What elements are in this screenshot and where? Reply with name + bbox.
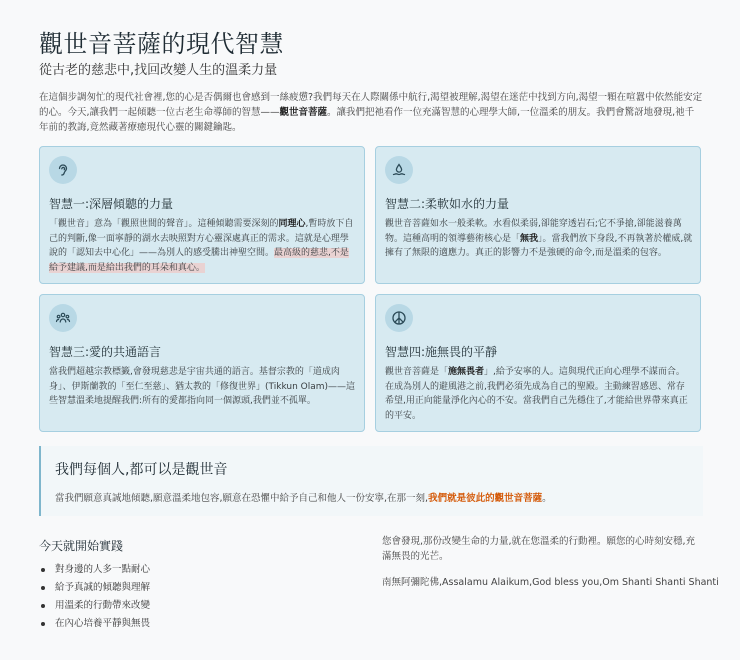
blessing-text: 南無阿彌陀佛,Assalamu Alaikum,God bless you,Om Shanti Shanti Shanti — [382, 577, 719, 588]
page-title: 觀世音菩薩的現代智慧 — [39, 30, 284, 58]
list-item: 給予真誠的傾聽與理解 — [39, 579, 150, 597]
wisdom-card-listening — [39, 146, 365, 284]
practice-title: 今天就開始實踐 — [39, 539, 124, 553]
peace-icon — [385, 304, 413, 332]
quote-title: 我們每個人,都可以是觀世音 — [55, 462, 228, 478]
card-body: 當我們超越宗教標籤,會發現慈悲是宇宙共通的語言。基督宗教的「道成肉身」、伊斯蘭教的「至仁至慈」、猶太教的「修復世界」(Tikkun Olam)——這些智慧溫柔地提醒我們:所有的愛都指向同一個源頭,我們並不孤單。 — [49, 367, 356, 406]
water-drop-icon — [385, 156, 413, 184]
wisdom-card-peace — [375, 294, 701, 432]
card-title: 智慧四:施無畏的平靜 — [385, 345, 498, 359]
ear-icon — [49, 156, 77, 184]
highlighted-text: 最高級的慈悲,不是給予建議,而是給出我們的耳朵和真心。 — [49, 248, 349, 273]
list-item: 在內心培養平靜與無畏 — [39, 615, 150, 633]
wisdom-card-water — [375, 146, 701, 284]
closing-text: 您會發現,那份改變生命的力量,就在您溫柔的行動裡。願您的心時刻安穩,充滿無畏的光芒。 — [382, 536, 696, 562]
list-item: 對身邊的人多一點耐心 — [39, 561, 150, 579]
card-body: 觀世音菩薩如水一般柔軟。水看似柔弱,卻能穿透岩石;它不爭搶,卻能滋養萬物。這種高明的領導藝術核心是「無我」。當我們放下身段,不再執著於權威,就擁有了無限的適應力。真正的影響力不是強硬的命令,而是溫柔的包容。 — [385, 219, 693, 258]
quote-highlight: 我們就是彼此的觀世音菩薩 — [428, 493, 543, 504]
card-body: 觀世音菩薩是「施無畏者」,給予安寧的人。這與現代正向心理學不謀而合。在成為別人的避風港之前,我們必須先成為自己的聖殿。主動練習感恩、常存希望,用正向能量淨化內心的不安。當我們自己先穩住了,才能給世界帶來真正的平安。 — [385, 367, 688, 421]
quote-text: 當我們願意真誠地傾聽,願意溫柔地包容,願意在恐懼中給予自己和他人一份安寧,在那一刻,我們就是彼此的觀世音菩薩。 — [55, 493, 552, 504]
card-title: 智慧三:愛的共通語言 — [49, 345, 162, 359]
page-subtitle: 從古老的慈悲中,找回改變人生的溫柔力量 — [39, 63, 278, 78]
card-title: 智慧一:深層傾聽的力量 — [49, 197, 174, 211]
quote-block — [39, 446, 703, 516]
practice-list — [39, 561, 150, 633]
people-icon — [49, 304, 77, 332]
wisdom-card-love — [39, 294, 365, 432]
card-title: 智慧二:柔軟如水的力量 — [385, 197, 510, 211]
list-item: 用溫柔的行動帶來改變 — [39, 597, 150, 615]
intro-paragraph: 在這個步調匆忙的現代社會裡,您的心是否偶爾也會感到一絲疲憊?我們每天在人際關係中航行,渴望被理解,渴望在迷茫中找到方向,渴望一顆在喧囂中依然能安定的心。今天,讓我們一起傾聽一位古老生命導師的智慧——觀世音菩薩。讓我們把祂看作一位充滿智慧的心理學大師,一位溫柔的朋友。我們會驚訝地發現,祂千年前的教誨,竟然藏著療癒現代心靈的關鍵鑰匙。 — [39, 92, 703, 133]
card-body: 「觀世音」意為「觀照世間的聲音」。這種傾聽需要深刻的同理心,暫時放下自己的判斷,像一面寧靜的湖水去映照對方心靈深處真正的需求。這就是心理學說的「認知去中心化」——為別人的感受騰出神聖空間。最高級的慈悲,不是給予建議,而是給出我們的耳朵和真心。 — [49, 219, 354, 273]
